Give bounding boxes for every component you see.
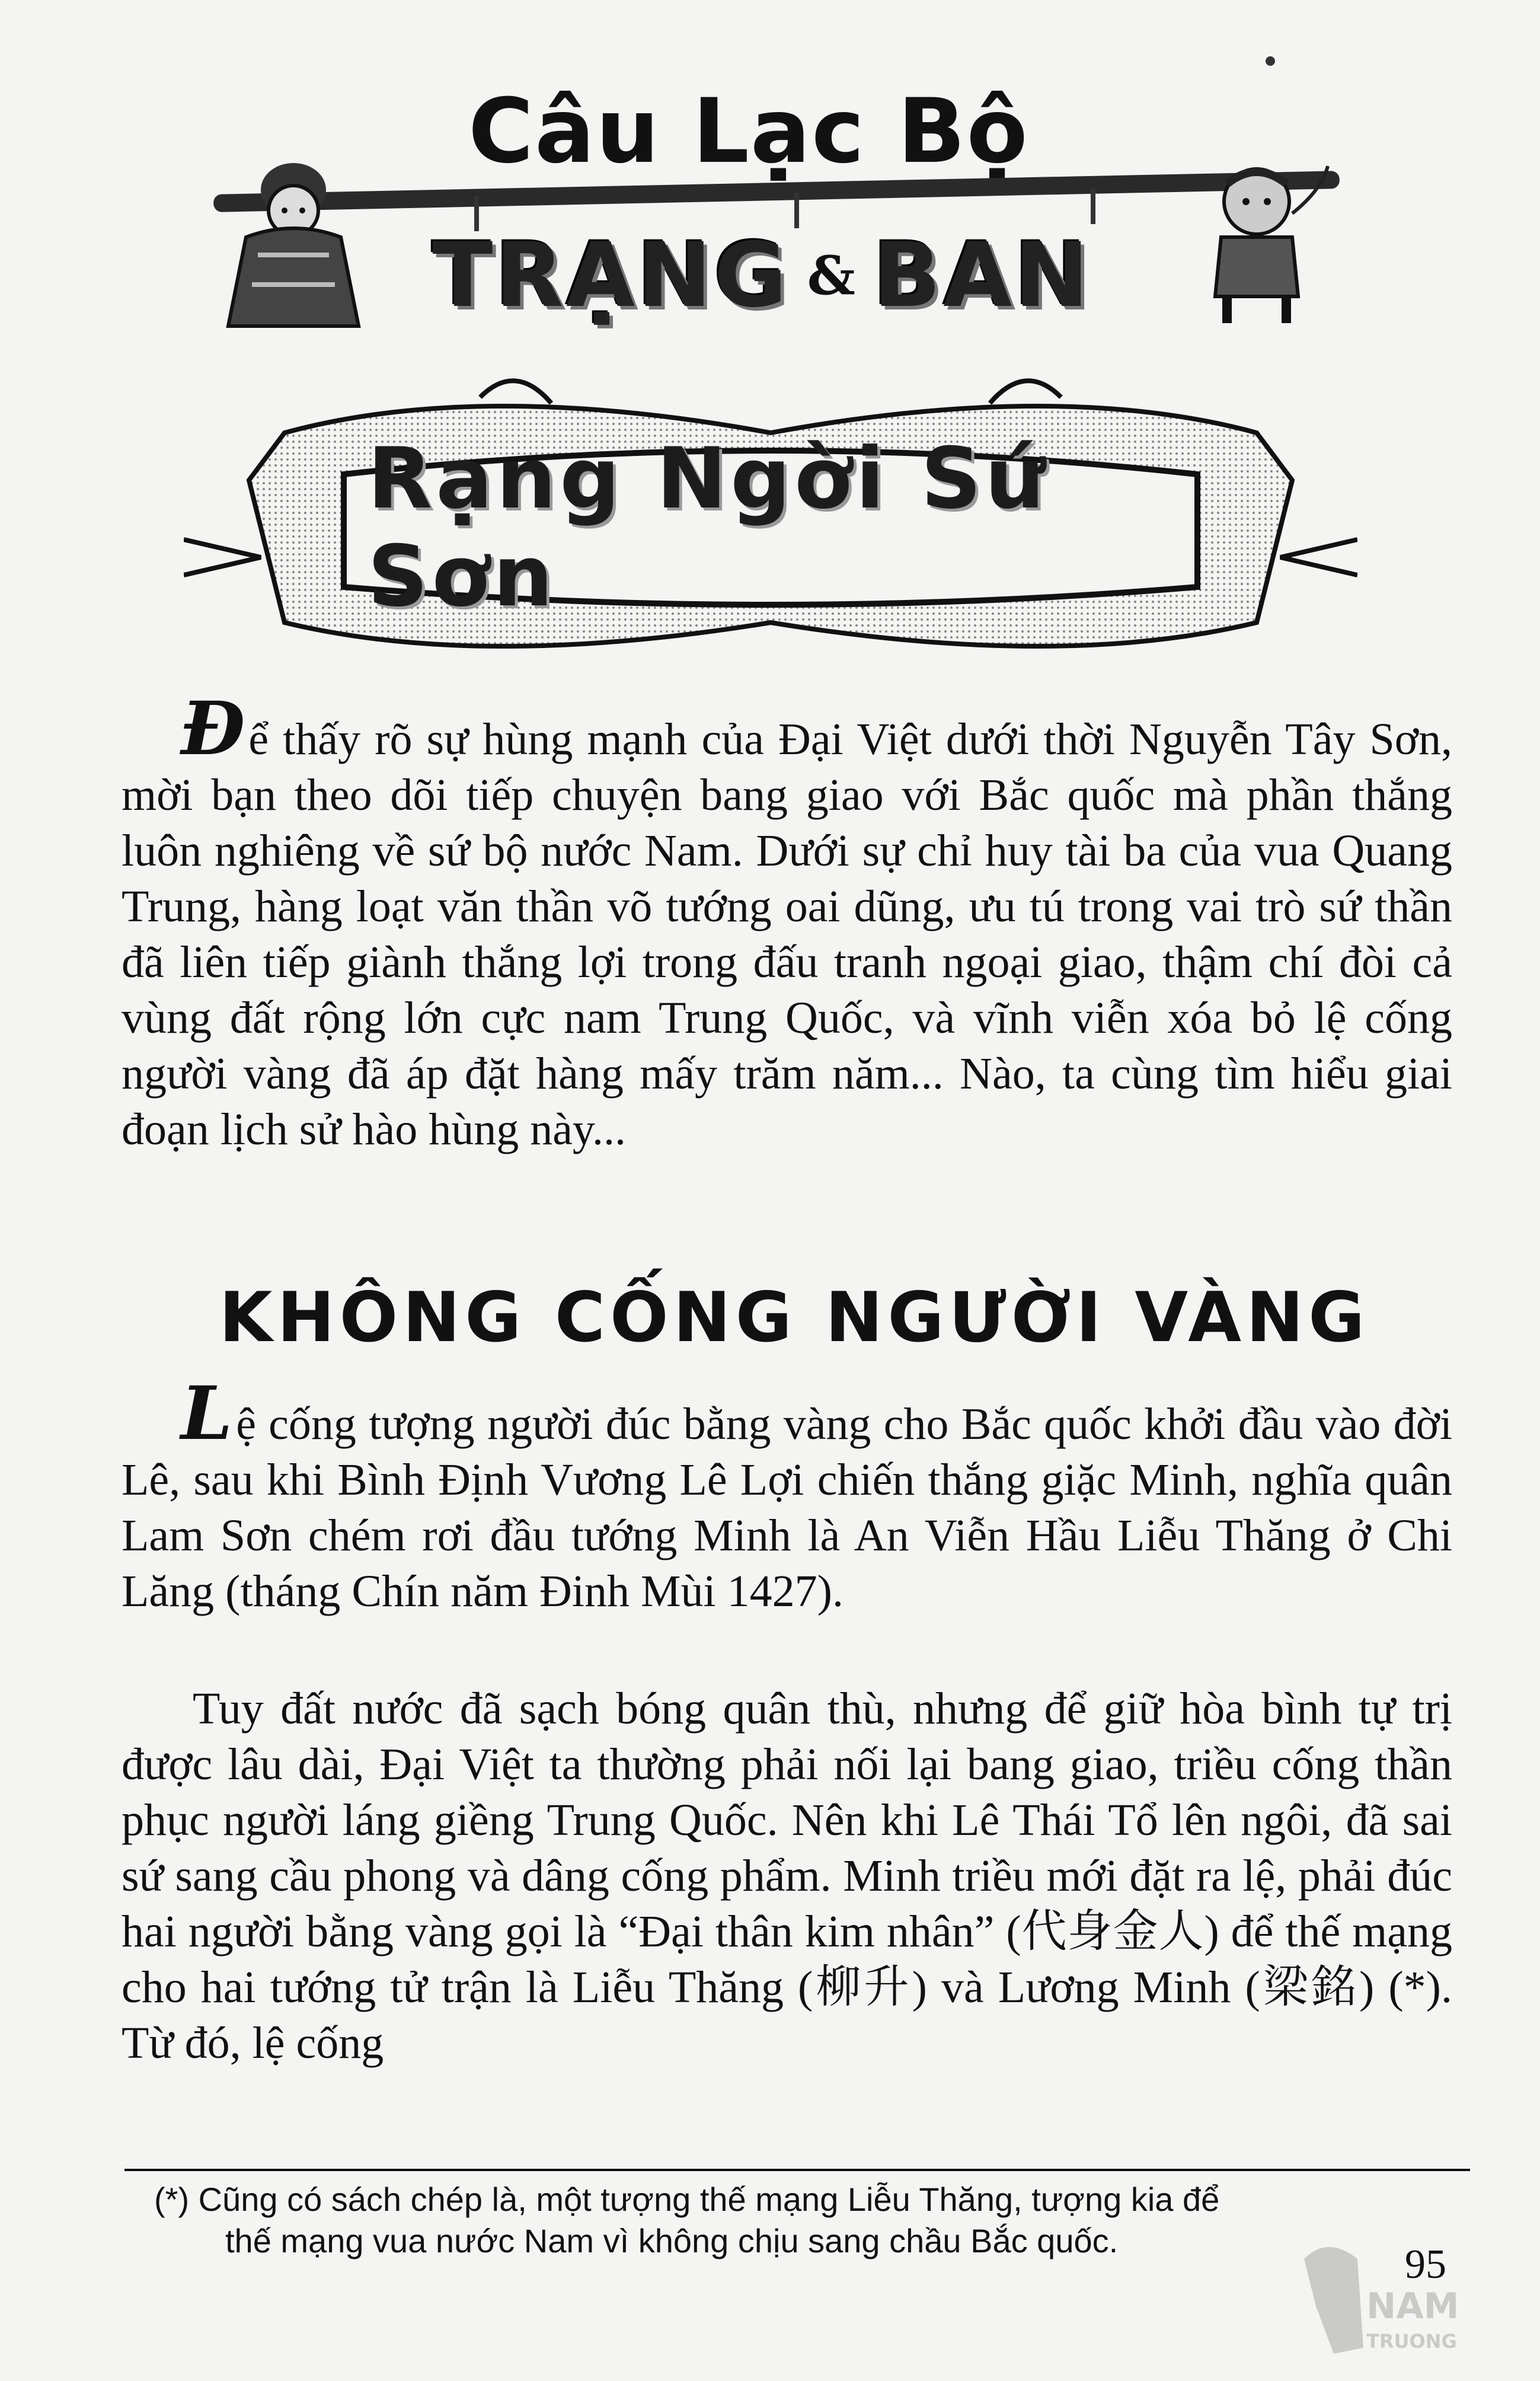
section-paragraph-2: Tuy đất nước đã sạch bóng quân thù, nhưng để giữ hòa bình tự trị được lâu dài, Đại Việt ta thường phải nối lại bang giao, triều cống thần phục người láng giềng Trung Quốc. Nên khi Lê Thái Tổ lên ngôi, đã sai sứ sang cầu phong và dâng cống phẩm. Minh triều mới đặt ra lệ, phải đúc hai người bằng vàng gọi là “Đại thân kim nhân” (代身金人) để thế mạng cho hai tướng tử trận là Liễu Thăng (柳升) và Lương Minh (梁銘) (*). Từ đó, lệ cống: [122, 1684, 1452, 2068]
dropcap: L: [181, 1371, 233, 1457]
sign-rope: [1091, 189, 1095, 224]
svg-text:TRUONG: TRUONG: [1366, 2330, 1457, 2353]
sign-ampersand: &: [807, 244, 855, 307]
boy-figure-icon: [1180, 154, 1334, 326]
footnote-line-2: thế mạng vua nước Nam vì không chịu sang chầu Bắc quốc.: [225, 2222, 1119, 2259]
intro-paragraph: [122, 686, 1452, 1157]
sign-word-trang: TRẠNG: [432, 224, 790, 327]
svg-text:NAM: NAM: [1366, 2286, 1459, 2327]
sign-rope: [794, 193, 799, 228]
dropcap: Đ: [181, 686, 245, 772]
section-paragraph-1: [122, 1371, 1452, 1619]
sign-word-ban: BAN: [873, 224, 1091, 327]
club-title: Câu Lạc Bộ: [468, 80, 1029, 183]
footnote: [154, 2179, 1458, 2262]
scholar-figure-icon: [205, 154, 382, 332]
footnote-line-1: (*) Cũng có sách chép là, một tượng thế mạng Liễu Thăng, tượng kia để: [154, 2181, 1220, 2218]
para1-text: ệ cống tượng người đúc bằng vàng cho Bắc quốc khởi đầu vào đời Lê, sau khi Bình Định Vương Lê Lợi chiến thắng giặc Minh, nghĩa quân Lam Sơn chém rơi đầu tướng Minh là An Viễn Hầu Liễu Thăng ở Chi Lăng (tháng Chín năm Đinh Mùi 1427).: [122, 1399, 1452, 1616]
ink-speck: [1266, 56, 1275, 66]
intro-text: ể thấy rõ sự hùng mạnh của Đại Việt dưới thời Nguyễn Tây Sơn, mời bạn theo dõi tiếp chuyện bang giao với Bắc quốc mà phần thắng luôn nghiêng về sứ bộ nước Nam. Dưới sự chỉ huy tài ba của vua Quang Trung, hàng loạt văn thần võ tướng oai dũng, ưu tú trong vai trò sứ thần đã liên tiếp giành thắng lợi trong đấu tranh ngoại giao, thậm chí đòi cả vùng đất rộng lớn cực nam Trung Quốc, và vĩnh viễn xóa bỏ lệ cống người vàng đã áp đặt hàng mấy trăm năm... Nào, ta cùng tìm hiểu giai đoạn lịch sử hào hùng này...: [122, 714, 1452, 1154]
club-sign: [409, 225, 1114, 326]
chapter-title: Rạng Ngời Sứ Sơn: [368, 430, 1049, 625]
page-number: 95: [1405, 2242, 1446, 2287]
footnote-rule: [124, 2169, 1470, 2171]
section-title: KHÔNG CỐNG NGƯỜI VÀNG: [219, 1278, 1370, 1358]
